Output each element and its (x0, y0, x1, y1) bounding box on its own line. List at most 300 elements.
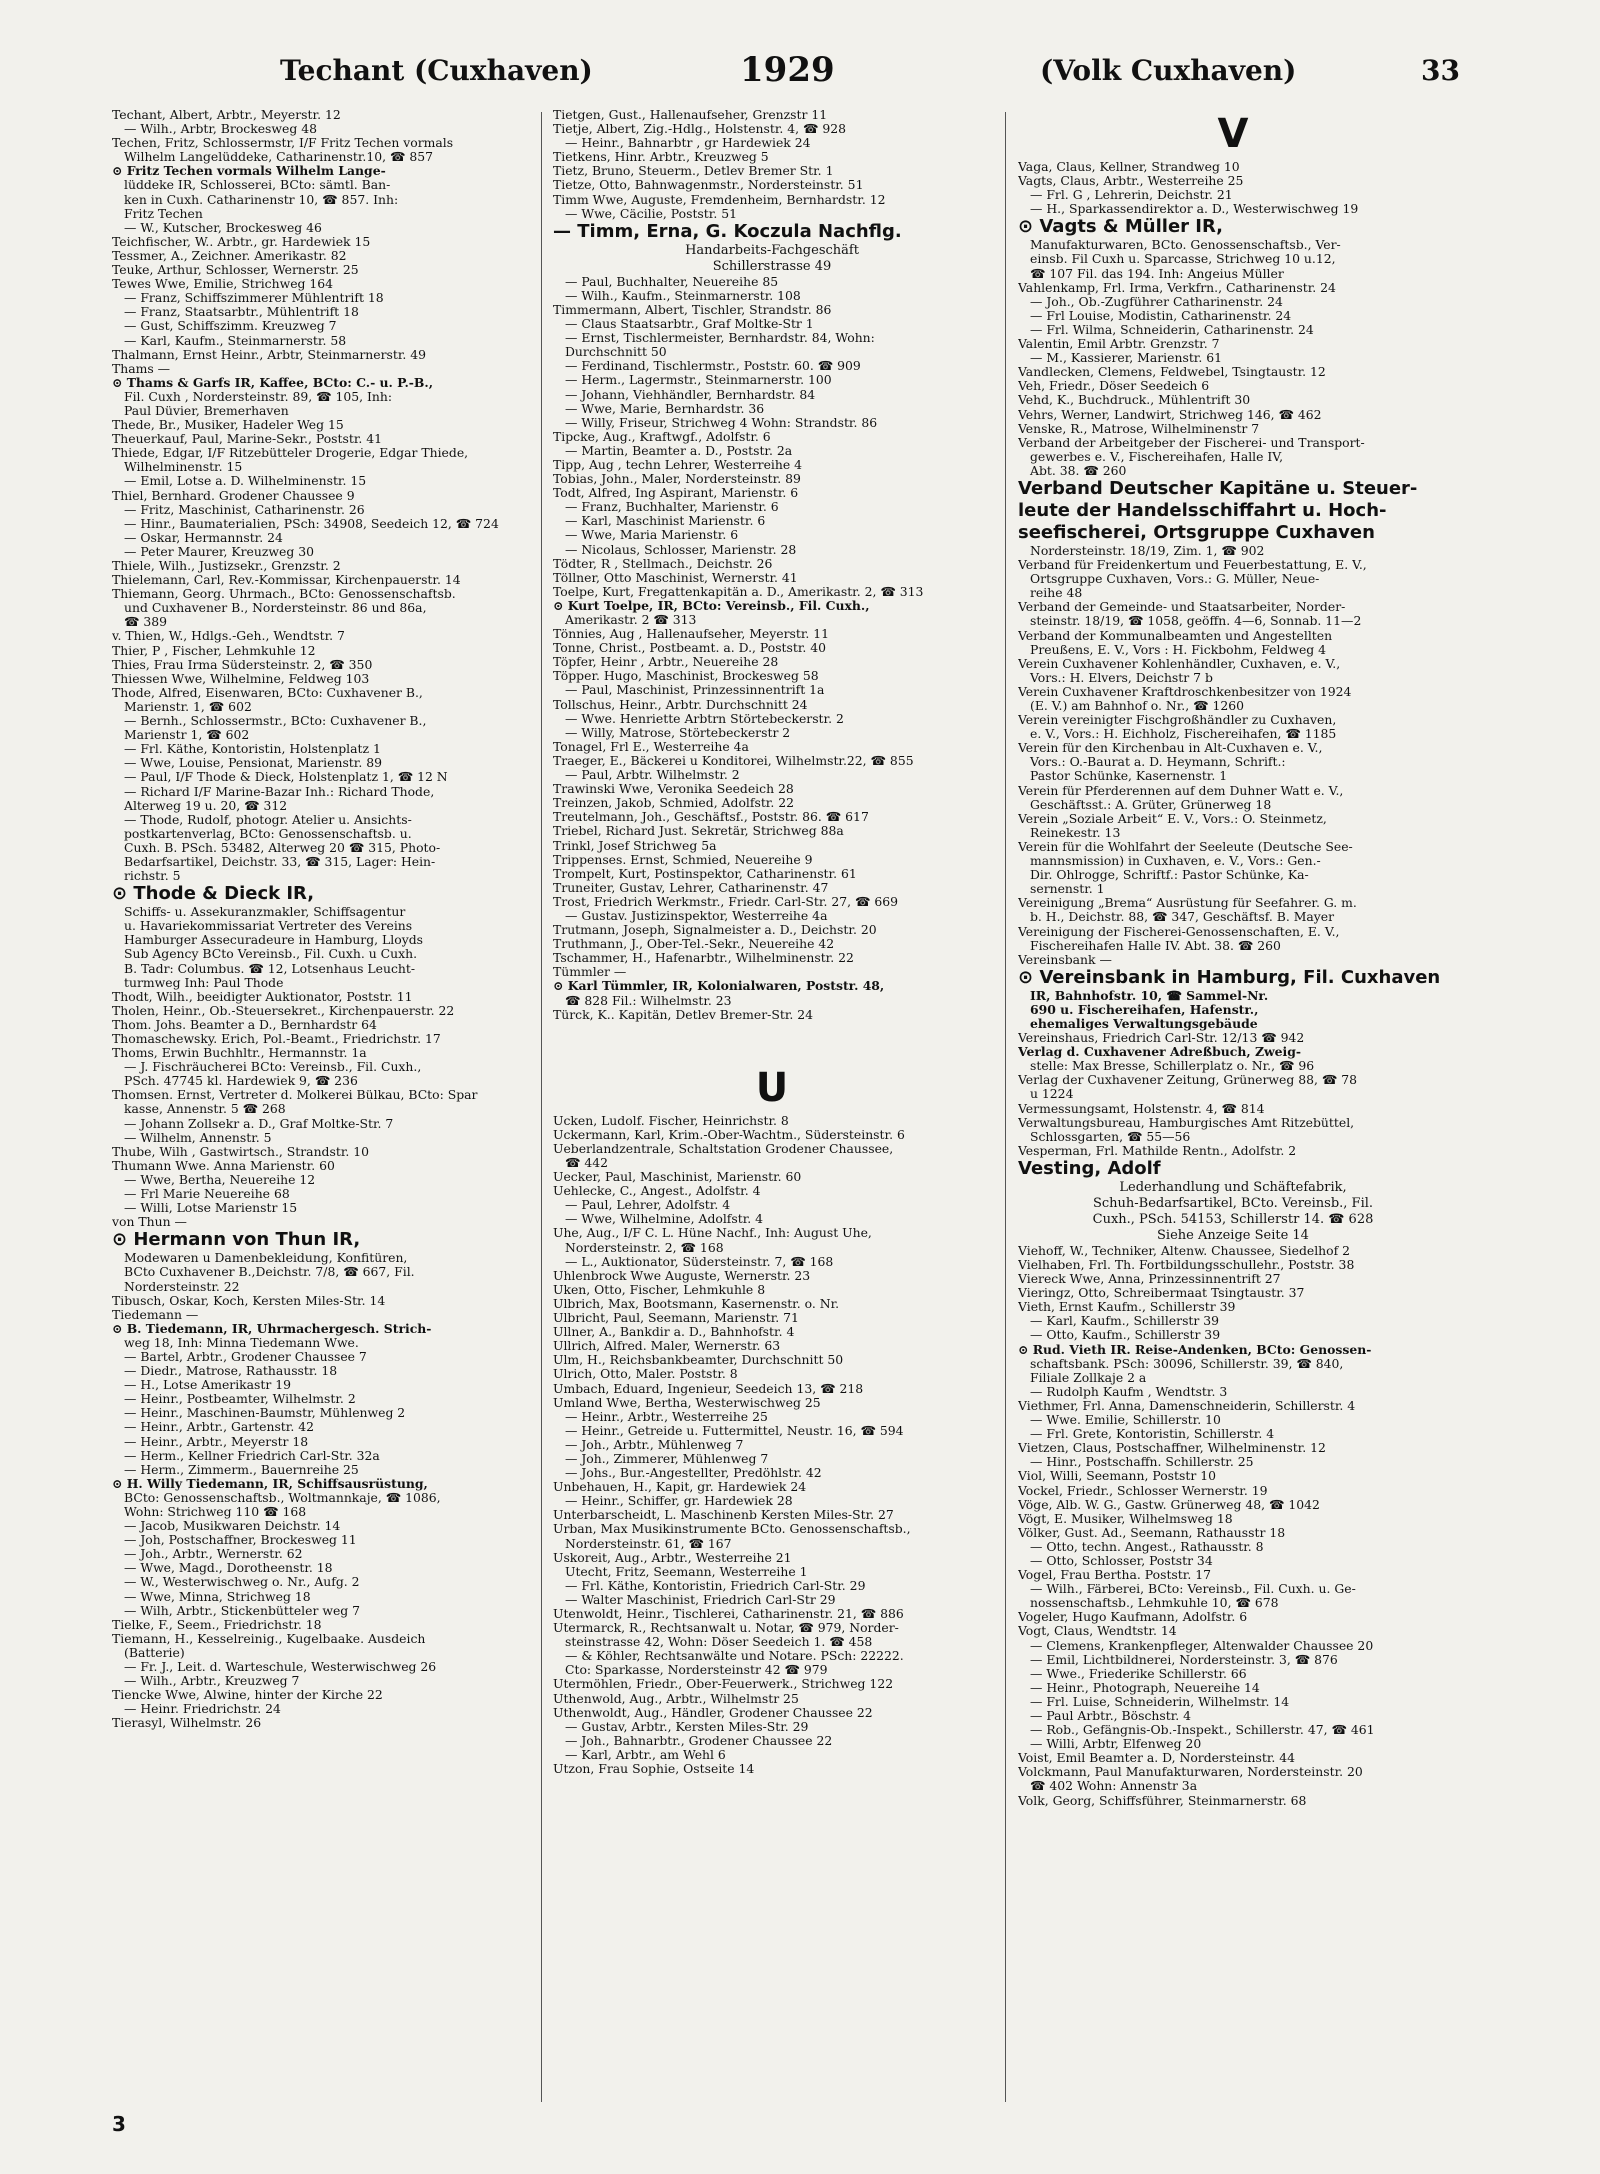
directory-entry: Tielke, F., Seem., Friedrichstr. 18 (112, 1617, 322, 1632)
directory-entry: einsb. Fil Cuxh u. Sparcasse, Strichweg 10 u.12, (1030, 252, 1336, 267)
directory-entry: Vesperman, Frl. Mathilde Rentn., Adolfstr. 2 (1018, 1143, 1297, 1158)
directory-entry: Utermöhlen, Friedr., Ober-Feuerwerk., Strichweg 122 (553, 1677, 894, 1692)
directory-entry: — Frl. G , Lehrerin, Deichstr. 21 (1030, 188, 1233, 203)
directory-entry: Verlag der Cuxhavener Zeitung, Grünerweg 88, ☎ 78 (1018, 1073, 1358, 1088)
directory-entry: Preußens, E. V., Vors : H. Fickbohm, Feldweg 4 (1030, 642, 1327, 657)
directory-entry: — Paul, Lehrer, Adolfstr. 4 (565, 1198, 731, 1213)
directory-entry: — Heinr., Schiffer, gr. Hardewiek 28 (565, 1494, 793, 1509)
directory-entry: Thiessen Wwe, Wilhelmine, Feldweg 103 (112, 671, 370, 686)
directory-entry: — Martin, Beamter a. D., Poststr. 2a (565, 443, 793, 458)
directory-entry: ⊙ Kurt Toelpe, IR, BCto: Vereinsb., Fil. Cuxh., (553, 598, 870, 613)
directory-entry: — Johs., Bur.-Angestellter, Predöhlstr. 42 (565, 1466, 822, 1481)
directory-entry: — Wilh., Färberei, BCto: Vereinsb., Fil. Cuxh. u. Ge- (1030, 1582, 1356, 1597)
directory-entry: Volk, Georg, Schiffsführer, Steinmarnerstr. 68 (1018, 1793, 1307, 1808)
directory-entry: Tiencke Wwe, Alwine, hinter der Kirche 22 (112, 1688, 383, 1703)
directory-entry: — Heinr., Photograph, Neuereihe 14 (1030, 1680, 1260, 1695)
directory-entry: IR, Bahnhofstr. 10, ☎ Sammel-Nr. (1030, 988, 1269, 1003)
directory-entry: — Heinr., Bahnarbtr , gr Hardewiek 24 (565, 136, 811, 151)
directory-entry: Verlag d. Cuxhavener Adreßbuch, Zweig- (1018, 1045, 1302, 1060)
directory-entry: ☎ 442 (565, 1156, 609, 1170)
directory-entry: Tietkens, Hinr. Arbtr., Kreuzweg 5 (553, 150, 769, 165)
directory-entry: — Ferdinand, Tischlermstr., Poststr. 60. ☎ 909 (565, 359, 861, 374)
directory-entry: Töpfer, Heinr , Arbtr., Neuereihe 28 (553, 655, 779, 670)
directory-entry: Cto: Sparkasse, Nordersteinstr 42 ☎ 979 (565, 1663, 828, 1678)
directory-entry: Verein für Pferderennen auf dem Duhner Watt e. V., (1018, 783, 1344, 798)
directory-entry: Vieringz, Otto, Schreibermaat Tsingtaustr. 37 (1018, 1286, 1305, 1301)
directory-entry: — W., Westerwischweg o. Nr., Aufg. 2 (124, 1575, 360, 1590)
directory-entry: Cuxh. B. PSch. 53482, Alterweg 20 ☎ 315, Photo- (124, 840, 441, 855)
directory-entry: — Franz, Buchhalter, Marienstr. 6 (565, 500, 779, 515)
directory-entry: Verein vereinigter Fischgroßhändler zu Cuxhaven, (1018, 713, 1337, 728)
directory-entry: mannsmission) in Cuxhaven, e. V., Vors.: Gen.- (1030, 854, 1321, 869)
directory-entry: — Herm., Kellner Friedrich Carl-Str. 32a (124, 1448, 380, 1463)
directory-entry: ☎ 402 Wohn: Annenstr 3a (1030, 1779, 1198, 1794)
directory-entry: — Wwe, Cäcilie, Poststr. 51 (565, 206, 737, 221)
directory-entry: Verein für den Kirchenbau in Alt-Cuxhaven e. V., (1018, 741, 1323, 756)
directory-entry: — Wwe. Henriette Arbtrn Störtebeckerstr. 2 (565, 711, 844, 726)
directory-entry: Thiede, Edgar, I/F Ritzebütteler Drogerie, Edgar Thiede, (112, 446, 469, 461)
directory-entry: Utecht, Fritz, Seemann, Westerreihe 1 (565, 1564, 808, 1579)
directory-entry: Triebel, Richard Just. Sekretär, Strichweg 88a (553, 824, 844, 839)
directory-entry: — Karl, Arbtr., am Wehl 6 (565, 1747, 726, 1762)
directory-entry: — Paul, I/F Thode & Dieck, Holstenplatz 1, ☎ 12 N (124, 770, 448, 785)
directory-entry: Vagts, Claus, Arbtr., Westerreihe 25 (1018, 174, 1244, 189)
directory-entry: — Heinr., Arbtr., Meyerstr 18 (124, 1434, 309, 1449)
directory-entry: Vors.: H. Elvers, Deichstr 7 b (1030, 670, 1213, 685)
directory-entry: ⊙ B. Tiedemann, IR, Uhrmachergesch. Strich- (112, 1321, 432, 1336)
directory-entry: Tönnies, Aug , Hallenaufseher, Meyerstr. 11 (553, 627, 830, 642)
directory-column-3 (1018, 108, 1448, 2118)
directory-entry: reihe 48 (1030, 586, 1083, 601)
directory-entry: — Paul Arbtr., Böschstr. 4 (1030, 1709, 1192, 1723)
directory-entry: Valentin, Emil Arbtr. Grenzstr. 7 (1018, 337, 1220, 352)
directory-entry: Fischereihafen Halle IV. Abt. 38. ☎ 260 (1030, 938, 1281, 953)
directory-entry: ⊙ Karl Tümmler, IR, Kolonialwaren, Poststr. 48, (553, 979, 885, 994)
directory-column-1 (112, 108, 530, 2118)
directory-entry: — Richard I/F Marine-Bazar Inh.: Richard Thode, (124, 784, 435, 799)
directory-entry: Utenwoldt, Heinr., Tischlerei, Catharinenstr. 21, ☎ 886 (553, 1607, 904, 1621)
directory-entry: — Joh, Postschaffner, Brockesweg 11 (124, 1533, 357, 1548)
directory-entry: — Frl. Grete, Kontoristin, Schillerstr. 4 (1030, 1427, 1275, 1442)
directory-entry: turmweg Inh: Paul Thode (124, 975, 284, 990)
directory-entry: Vöge, Alb. W. G., Gastw. Grünerweg 48, ☎ 1042 (1018, 1497, 1320, 1512)
directory-entry: Vogel, Frau Bertha. Poststr. 17 (1018, 1568, 1211, 1583)
directory-entry: — Wilh, Arbtr., Stickenbütteler weg 7 (124, 1603, 361, 1618)
directory-entry: — Herm., Lagermstr., Steinmarnerstr. 100 (565, 373, 832, 388)
directory-entry: Thielemann, Carl, Rev.-Kommissar, Kirchenpauerstr. 14 (112, 573, 461, 588)
directory-entry: Trost, Friedrich Werkmstr., Friedr. Carl-Str. 27, ☎ 669 (553, 894, 899, 909)
directory-entry: Wilhelminenstr. 15 (124, 460, 243, 475)
directory-entry: Treutelmann, Joh., Geschäftsf., Poststr. 86. ☎ 617 (553, 810, 869, 825)
directory-entry: Ueberlandzentrale, Schaltstation Grodener Chaussee, (553, 1141, 894, 1156)
directory-entry: Trippenses. Ernst, Schmied, Neuereihe 9 (553, 852, 813, 867)
directory-entry: Tödter, R , Stellmach., Deichstr. 26 (553, 556, 773, 571)
directory-entry: — Karl, Kaufm., Steinmarnerstr. 58 (124, 333, 347, 348)
directory-entry: v. Thien, W., Hdlgs.-Geh., Wendtstr. 7 (112, 629, 345, 644)
directory-entry: — Wilh., Arbtr., Kreuzweg 7 (124, 1674, 300, 1689)
directory-entry: ⊙ Thams & Garfs IR, Kaffee, BCto: C.- u. P.-B., (112, 375, 434, 390)
directory-entry: (Batterie) (124, 1645, 185, 1660)
directory-entry: Pastor Schünke, Kasernenstr. 1 (1030, 769, 1228, 784)
directory-entry: Tietje, Albert, Zig.-Hdlg., Holstenstr. 4, ☎ 928 (553, 122, 847, 137)
directory-entry: Vögt, E. Musiker, Wilhelmsweg 18 (1018, 1511, 1233, 1526)
directory-entry: Vieth, Ernst Kaufm., Schillerstr 39 (1018, 1300, 1236, 1315)
directory-entry: — Wwe., Friederike Schillerstr. 66 (1030, 1666, 1247, 1681)
directory-entry: Vietzen, Claus, Postschaffner, Wilhelminenstr. 12 (1018, 1441, 1326, 1456)
directory-entry: — Gust, Schiffszimm. Kreuzweg 7 (124, 319, 337, 334)
directory-entry: — Oskar, Hermannstr. 24 (124, 530, 283, 545)
footer-mark: 3 (112, 2112, 126, 2136)
directory-entry: ehemaliges Verwaltungsgebäude (1030, 1016, 1258, 1031)
directory-entry: Dir. Ohlrogge, Schriftf.: Pastor Schünke, Ka- (1030, 868, 1309, 883)
directory-entry: Schillerstrasse 49 (712, 258, 832, 274)
directory-entry: Viereck Wwe, Anna, Prinzessinnentrift 27 (1018, 1272, 1281, 1287)
directory-entry: Durchschnitt 50 (565, 345, 667, 360)
directory-entry: — Frl. Käthe, Kontoristin, Friedrich Carl-Str. 29 (565, 1578, 866, 1593)
directory-entry: Tiedemann — (112, 1307, 199, 1322)
directory-entry: Abt. 38. ☎ 260 (1030, 463, 1127, 478)
directory-entry: Ullner, A., Bankdir a. D., Bahnhofstr. 4 (553, 1325, 795, 1340)
directory-entry: sernenstr. 1 (1030, 882, 1105, 897)
directory-entry: — Fritz, Maschinist, Catharinenstr. 26 (124, 502, 365, 517)
directory-entry: Thode, Alfred, Eisenwaren, BCto: Cuxhavener B., (112, 685, 423, 700)
directory-entry: — Ernst, Tischlermeister, Bernhardstr. 84, Wohn: (565, 331, 875, 346)
directory-entry: Viol, Willi, Seemann, Poststr 10 (1018, 1469, 1216, 1484)
column-divider (1005, 112, 1006, 2102)
directory-entry: Wilhelm Langelüddeke, Catharinenstr.10, ☎ 857 (124, 150, 434, 165)
directory-entry: Ulm, H., Reichsbankbeamter, Durchschnitt 50 (553, 1353, 844, 1368)
directory-entry: Ulbrich, Max, Bootsmann, Kasernenstr. o. Nr. (553, 1296, 840, 1311)
directory-entry: — Wwe, Maria Marienstr. 6 (565, 528, 739, 543)
directory-entry: Uthenwoldt, Aug., Händler, Grodener Chaussee 22 (553, 1705, 873, 1720)
directory-entry: — Karl, Maschinist Marienstr. 6 (565, 514, 766, 529)
directory-entry: Sub Agency BCto Vereinsb., Fil. Cuxh. u Cuxh. (124, 947, 418, 962)
directory-entry: Tipp, Aug , techn Lehrer, Westerreihe 4 (553, 457, 803, 472)
directory-entry: — Frl. Wilma, Schneiderin, Catharinenstr. 24 (1030, 322, 1314, 337)
directory-entry: Uhlenbrock Wwe Auguste, Wernerstr. 23 (553, 1268, 811, 1283)
directory-entry: Thiele, Wilh., Justizsekr., Grenzstr. 2 (112, 559, 341, 573)
directory-entry: (E. V.) am Bahnhof o. Nr., ☎ 1260 (1030, 699, 1244, 713)
directory-entry: Thalmann, Ernst Heinr., Arbtr, Steinmarnerstr. 49 (112, 347, 427, 362)
directory-entry: — Wwe, Bertha, Neuereihe 12 (124, 1172, 316, 1187)
directory-entry: u. Havariekommissariat Vertreter des Vereins (124, 919, 413, 934)
directory-entry: Handarbeits-Fachgeschäft (685, 242, 859, 258)
directory-entry: Vereinigung der Fischerei-Genossenschaften, E. V., (1018, 924, 1340, 939)
section-letter: V (1217, 111, 1249, 157)
directory-entry: kasse, Annenstr. 5 ☎ 268 (124, 1102, 286, 1117)
directory-entry: Fritz Techen (124, 206, 203, 221)
directory-entry: Toelpe, Kurt, Fregattenkapitän a. D., Amerikastr. 2, ☎ 313 (553, 584, 924, 599)
directory-entry: Wohn: Strichweg 110 ☎ 168 (124, 1505, 307, 1519)
directory-entry: — Frl. Luise, Schneiderin, Wilhelmstr. 14 (1030, 1694, 1290, 1709)
directory-entry: Nordersteinstr. 22 (124, 1279, 240, 1294)
directory-entry: Marienstr. 1, ☎ 602 (124, 699, 252, 714)
directory-entry: — Fr. J., Leit. d. Warteschule, Westerwischweg 26 (124, 1660, 437, 1675)
directory-entry: Töpper. Hugo, Maschinist, Brockesweg 58 (553, 669, 819, 684)
directory-entry: — & Köhler, Rechtsanwälte und Notare. PSch: 22222. (565, 1649, 904, 1664)
directory-entry: Umland Wwe, Bertha, Westerwischweg 25 (553, 1395, 821, 1410)
directory-entry: — Hinr., Baumaterialien, PSch: 34908, Seedeich 12, ☎ 724 (124, 516, 499, 531)
directory-entry: Tollschus, Heinr., Arbtr. Durchschnitt 24 (553, 697, 808, 712)
directory-entry: Unbehauen, H., Kapit, gr. Hardewiek 24 (553, 1480, 807, 1495)
directory-entry: — Rob., Gefängnis-Ob.-Inspekt., Schillerstr. 47, ☎ 461 (1030, 1723, 1375, 1738)
directory-entry: — Wilhelm, Annenstr. 5 (124, 1130, 272, 1145)
directory-entry: Verein „Soziale Arbeit“ E. V., Vors.: O. Steinmetz, (1018, 811, 1327, 826)
directory-entry: — Paul, Arbtr. Wilhelmstr. 2 (565, 768, 740, 783)
directory-entry: — H., Sparkassendirektor a. D., Westerwischweg 19 (1030, 202, 1359, 217)
directory-entry: — L., Auktionator, Südersteinstr. 7, ☎ 168 (565, 1254, 834, 1269)
directory-entry: — Joh., Ob.-Zugführer Catharinenstr. 24 (1030, 294, 1283, 309)
directory-entry: Verband für Freidenkertum und Feuerbestattung, E. V., (1018, 558, 1367, 573)
directory-advert-heading: ⊙ Vagts & Müller IR, (1018, 216, 1224, 238)
directory-entry: — Frl Marie Neuereihe 68 (124, 1187, 290, 1202)
directory-entry: Tietz, Bruno, Steuerm., Detlev Bremer Str. 1 (553, 164, 834, 179)
directory-entry: — Wwe, Magd., Dorotheenstr. 18 (124, 1561, 333, 1576)
directory-entry: — H., Lotse Amerikastr 19 (124, 1378, 292, 1393)
header-year: 1929 (740, 50, 835, 90)
directory-entry: Reinekestr. 13 (1030, 825, 1121, 840)
directory-entry: Alterweg 19 u. 20, ☎ 312 (124, 798, 288, 813)
directory-entry: — Willi, Lotse Marienstr 15 (124, 1201, 298, 1216)
directory-entry: — Clemens, Krankenpfleger, Altenwalder Chaussee 20 (1030, 1638, 1374, 1653)
directory-entry: Uhe, Aug., I/F C. L. Hüne Nachf., Inh: August Uhe, (553, 1226, 872, 1241)
directory-entry: Vereinsbank — (1018, 952, 1112, 967)
directory-entry: ⊙ Rud. Vieth IR. Reise-Andenken, BCto: Genossen- (1018, 1342, 1372, 1357)
directory-entry: — Willy, Matrose, Störtebeckerstr 2 (565, 725, 791, 740)
directory-entry: Ucken, Ludolf. Fischer, Heinrichstr. 8 (553, 1113, 789, 1128)
directory-entry: — Nicolaus, Schlosser, Marienstr. 28 (565, 542, 797, 557)
directory-entry: — W., Kutscher, Brockesweg 46 (124, 220, 322, 235)
directory-entry: PSch. 47745 kl. Hardewiek 9, ☎ 236 (124, 1074, 358, 1089)
directory-entry: Verband der Gemeinde- und Staatsarbeiter, Norder- (1018, 600, 1346, 615)
directory-entry: Amerikastr. 2 ☎ 313 (565, 613, 697, 627)
directory-entry: nossenschaftsb., Lehmkuhle 10, ☎ 678 (1030, 1596, 1279, 1611)
directory-entry: Thede, Br., Musiker, Hadeler Weg 15 (112, 418, 344, 433)
directory-entry: Thiel, Bernhard. Grodener Chaussee 9 (112, 488, 355, 503)
directory-entry: Vehd, K., Buchdruck., Mühlentrift 30 (1018, 393, 1251, 408)
directory-entry: — J. Fischräucherei BCto: Vereinsb., Fil. Cuxh., (124, 1060, 422, 1075)
directory-entry: Thier, P , Fischer, Lehmkuhle 12 (112, 643, 316, 658)
directory-entry: Trawinski Wwe, Veronika Seedeich 28 (553, 782, 794, 797)
directory-entry: Siehe Anzeige Seite 14 (1157, 1227, 1309, 1243)
directory-entry: Nordersteinstr. 2, ☎ 168 (565, 1240, 724, 1255)
directory-entry: — Wwe, Minna, Strichweg 18 (124, 1589, 311, 1604)
directory-entry: von Thun — (112, 1215, 187, 1230)
directory-entry: postkartenverlag, BCto: Genossenschaftsb. u. (124, 826, 412, 841)
directory-entry: ken in Cuxh. Catharinenstr 10, ☎ 857. Inh: (124, 192, 399, 207)
directory-entry: Tümmler — (553, 965, 627, 980)
directory-entry: Trompelt, Kurt, Postinspektor, Catharinenstr. 61 (553, 866, 857, 881)
directory-entry: Viethmer, Frl. Anna, Damenschneiderin, Schillerstr. 4 (1018, 1398, 1356, 1413)
directory-entry: Thube, Wilh , Gastwirtsch., Strandstr. 10 (112, 1144, 370, 1159)
directory-advert-heading: — Timm, Erna, G. Koczula Nachflg. (553, 220, 902, 242)
directory-entry: Tschammer, H., Hafenarbtr., Wilhelminenstr. 22 (553, 951, 854, 966)
directory-entry: — Wilh., Kaufm., Steinmarnerstr. 108 (565, 288, 801, 303)
directory-entry: Modewaren u Damenbekleidung, Konfitüren, (124, 1251, 408, 1266)
directory-entry: Veh, Friedr., Döser Seedeich 6 (1018, 379, 1210, 394)
directory-entry: Uskoreit, Aug., Arbtr., Westerreihe 21 (553, 1550, 792, 1565)
directory-entry: — Joh., Zimmerer, Mühlenweg 7 (565, 1451, 769, 1466)
directory-entry: Verein Cuxhavener Kraftdroschkenbesitzer von 1924 (1018, 684, 1352, 699)
directory-entry: Verband der Arbeitgeber der Fischerei- und Transport- (1018, 435, 1365, 450)
directory-entry: e. V., Vors.: H. Eichholz, Fischereihafen, ☎ 1185 (1030, 727, 1337, 742)
directory-entry: Hamburger Assecuradeure in Hamburg, Lloyds (124, 933, 423, 948)
directory-entry: Thies, Frau Irma Südersteinstr. 2, ☎ 350 (112, 657, 373, 672)
directory-entry: — Paul, Maschinist, Prinzessinnentrift 1a (565, 683, 825, 698)
directory-entry: — Heinr., Arbtr., Westerreihe 25 (565, 1409, 768, 1424)
directory-advert-heading: ⊙ Hermann von Thun IR, (112, 1229, 361, 1251)
directory-entry: — Franz, Schiffszimmerer Mühlentrift 18 (124, 291, 384, 306)
directory-entry: — Heinr., Getreide u. Futtermittel, Neustr. 16, ☎ 594 (565, 1423, 904, 1438)
directory-entry: — Peter Maurer, Kreuzweg 30 (124, 544, 314, 559)
directory-entry: — Johann Zollsekr a. D., Graf Moltke-Str. 7 (124, 1116, 394, 1131)
directory-entry: Timmermann, Albert, Tischler, Strandstr. 86 (553, 302, 832, 317)
directory-entry: Tietze, Otto, Bahnwagenmstr., Nordersteinstr. 51 (553, 178, 864, 193)
directory-entry: Uecker, Paul, Maschinist, Marienstr. 60 (553, 1170, 802, 1185)
directory-entry: — Heinr., Maschinen-Baumstr, Mühlenweg 2 (124, 1406, 406, 1421)
directory-entry: — Herm., Zimmerm., Bauernreihe 25 (124, 1462, 359, 1477)
directory-entry: Tonne, Christ., Postbeamt. a. D., Poststr. 40 (553, 641, 827, 656)
directory-entry: Todt, Alfred, Ing Aspirant, Marienstr. 6 (553, 486, 799, 501)
directory-entry: Töllner, Otto Maschinist, Wernerstr. 41 (553, 570, 798, 585)
directory-entry: Nordersteinstr. 61, ☎ 167 (565, 1536, 732, 1551)
directory-entry: BCto: Genossenschaftsb., Woltmannkaje, ☎ 1086, (124, 1490, 441, 1505)
directory-entry: Vielhaben, Frl. Th. Fortbildungsschullehr., Poststr. 38 (1018, 1258, 1355, 1272)
directory-entry: Uckermann, Karl, Krim.-Ober-Wachtm., Südersteinstr. 6 (553, 1127, 905, 1142)
directory-entry: Vermessungsamt, Holstenstr. 4, ☎ 814 (1018, 1101, 1265, 1116)
directory-entry: — Frl Louise, Modistin, Catharinenstr. 24 (1030, 308, 1292, 323)
directory-entry: Schuh-Bedarfsartikel, BCto. Vereinsb., Fil. (1092, 1195, 1374, 1211)
directory-entry: — Bartel, Arbtr., Grodener Chaussee 7 (124, 1349, 367, 1364)
directory-entry: — Joh., Arbtr., Mühlenweg 7 (565, 1437, 744, 1452)
directory-entry: — Wwe. Emilie, Schillerstr. 10 (1030, 1413, 1221, 1428)
directory-entry: Theuerkauf, Paul, Marine-Sekr., Poststr. 41 (112, 432, 383, 447)
directory-entry: Techen, Fritz, Schlossermstr, I/F Fritz Techen vormals (112, 136, 454, 151)
directory-entry: Thoms, Erwin Buchhltr., Hermannstr. 1a (112, 1046, 367, 1061)
directory-entry: lüddeke IR, Schlosserei, BCto: sämtl. Ban- (124, 178, 391, 193)
directory-entry: — Otto, Schlosser, Poststr 34 (1030, 1553, 1213, 1568)
directory-entry: — Paul, Buchhalter, Neuereihe 85 (565, 274, 779, 289)
directory-entry: — Heinr. Friedrichstr. 24 (124, 1702, 281, 1717)
directory-entry: u 1224 (1030, 1087, 1074, 1102)
directory-entry: b. H., Deichstr. 88, ☎ 347, Geschäftsf. B. Mayer (1030, 910, 1335, 925)
directory-entry: ⊙ Fritz Techen vormals Wilhelm Lange- (112, 164, 386, 179)
directory-entry: Teichfischer, W.. Arbtr., gr. Hardewiek 15 (112, 234, 371, 249)
directory-entry: — Gustav. Justizinspektor, Westerreihe 4a (565, 908, 828, 923)
directory-entry: Türck, K.. Kapitän, Detlev Bremer-Str. 24 (553, 1007, 814, 1022)
section-letter: U (755, 1064, 789, 1111)
directory-entry: steinstrasse 42, Wohn: Döser Seedeich 1. ☎ 458 (565, 1635, 873, 1650)
directory-entry: — Gustav, Arbtr., Kersten Miles-Str. 29 (565, 1719, 809, 1734)
directory-entry: Verein Cuxhavener Kohlenhändler, Cuxhaven, e. V., (1018, 656, 1341, 671)
directory-entry: Vereinigung „Brema“ Ausrüstung für Seefahrer. G. m. (1018, 896, 1357, 911)
directory-entry: Vaga, Claus, Kellner, Strandweg 10 (1018, 160, 1240, 174)
directory-entry: Tewes Wwe, Emilie, Strichweg 164 (112, 277, 334, 292)
directory-entry: — Franz, Staatsarbtr., Mühlentrift 18 (124, 305, 359, 320)
directory-entry: Tiemann, H., Kesselreinig., Kugelbaake. Ausdeich (112, 1631, 426, 1646)
directory-entry: Truneiter, Gustav, Lehrer, Catharinenstr. 47 (553, 880, 829, 895)
directory-entry: Uehlecke, C., Angest., Adolfstr. 4 (553, 1184, 761, 1199)
directory-entry: Thomsen. Ernst, Vertreter d. Molkerei Bülkau, BCto: Spar (112, 1088, 478, 1103)
directory-entry: BCto Cuxhavener B.,Deichstr. 7/8, ☎ 667, Fil. (124, 1265, 415, 1280)
directory-entry: Thom. Johs. Beamter a D., Bernhardstr 64 (112, 1017, 377, 1032)
directory-entry: Thiemann, Georg. Uhrmach., BCto: Genossenschaftsb. (112, 587, 456, 602)
directory-entry: Vandlecken, Clemens, Feldwebel, Tsingtaustr. 12 (1018, 365, 1326, 380)
directory-entry: — Thode, Rudolf, photogr. Atelier u. Ansichts- (124, 812, 412, 827)
directory-entry: Tietgen, Gust., Hallenaufseher, Grenzstr 11 (553, 108, 828, 122)
directory-entry: Volckmann, Paul Manufakturwaren, Nordersteinstr. 20 (1018, 1765, 1363, 1780)
directory-entry: Vogt, Claus, Wendtstr. 14 (1018, 1624, 1177, 1639)
directory-entry: Lederhandlung und Schäftefabrik, (1119, 1179, 1347, 1195)
directory-entry: Voist, Emil Beamter a. D, Nordersteinstr. 44 (1018, 1751, 1296, 1766)
directory-entry: — Bernh., Schlossermstr., BCto: Cuxhavener B., (124, 714, 427, 729)
directory-entry: — M., Kassierer, Marienstr. 61 (1030, 351, 1222, 366)
directory-advert-heading: Verband Deutscher Kapitäne u. Steuer- (1018, 477, 1418, 499)
directory-entry: ☎ 389 (124, 615, 168, 630)
directory-entry: Vahlenkamp, Frl. Irma, Verkfrn., Catharinenstr. 24 (1018, 280, 1336, 295)
directory-advert-heading: Vesting, Adolf (1018, 1157, 1161, 1179)
directory-entry: Geschäftsst.: A. Grüter, Grünerweg 18 (1030, 797, 1272, 812)
directory-entry: Thodt, Wilh., beeidigter Auktionator, Poststr. 11 (112, 989, 413, 1004)
directory-entry: Nordersteinstr. 18/19, Zim. 1, ☎ 902 (1030, 543, 1265, 558)
directory-entry: Fil. Cuxh , Nordersteinstr. 89, ☎ 105, Inh: (124, 389, 393, 404)
directory-entry: — Jacob, Musikwaren Deichstr. 14 (124, 1519, 341, 1534)
directory-entry: Tonagel, Frl E., Westerreihe 4a (553, 739, 749, 754)
directory-entry: ⊙ H. Willy Tiedemann, IR, Schiffsausrüstung, (112, 1476, 428, 1491)
directory-entry: Viehoff, W., Techniker, Altenw. Chaussee, Siedelhof 2 (1018, 1243, 1351, 1258)
directory-entry: Thomaschewsky. Erich, Pol.-Beamt., Friedrichstr. 17 (112, 1032, 441, 1046)
directory-entry: ☎ 828 Fil.: Wilhelmstr. 23 (565, 993, 732, 1008)
directory-entry: — Wilh., Arbtr, Brockesweg 48 (124, 122, 317, 137)
directory-entry: Umbach, Eduard, Ingenieur, Seedeich 13, ☎ 218 (553, 1381, 864, 1396)
directory-entry: Vogeler, Hugo Kaufmann, Adolfstr. 6 (1018, 1610, 1248, 1625)
directory-entry: steinstr. 18/19, ☎ 1058, geöffn. 4—6, Sonnab. 11—2 (1030, 614, 1362, 629)
directory-entry: Tibusch, Oskar, Koch, Kersten Miles-Str. 14 (112, 1293, 386, 1308)
directory-advert-heading: leute der Handelsschiffahrt u. Hoch- (1018, 499, 1387, 521)
directory-entry: Techant, Albert, Arbtr., Meyerstr. 12 (112, 108, 341, 122)
directory-entry: Tholen, Heinr., Ob.-Steuersekret., Kirchenpauerstr. 22 (112, 1003, 455, 1018)
directory-entry (553, 1022, 991, 1062)
directory-entry: stelle: Max Bresse, Schillerplatz o. Nr., ☎ 96 (1030, 1059, 1315, 1074)
directory-entry: weg 18, Inh: Minna Tiedemann Wwe. (124, 1335, 359, 1350)
directory-entry: Verband der Kommunalbeamten und Angestellten (1018, 628, 1333, 643)
directory-entry: — Joh., Bahnarbtr., Grodener Chaussee 22 (565, 1733, 833, 1748)
directory-entry: — Karl, Kaufm., Schillerstr 39 (1030, 1314, 1220, 1329)
page-number: 33 (1421, 54, 1460, 87)
directory-entry: Traeger, E., Bäckerei u Konditorei, Wilhelmstr.22, ☎ 855 (553, 753, 914, 768)
directory-entry: — Heinr., Arbtr., Gartenstr. 42 (124, 1420, 314, 1435)
directory-entry: schaftsbank. PSch: 30096, Schillerstr. 39, ☎ 840, (1030, 1356, 1344, 1371)
directory-entry: — Walter Maschinist, Friedrich Carl-Str 29 (565, 1592, 836, 1607)
directory-entry: — Willi, Arbtr, Elfenweg 20 (1030, 1737, 1202, 1752)
directory-entry: Vockel, Friedr., Schlosser Wernerstr. 19 (1018, 1483, 1268, 1498)
directory-entry: Unterbarscheidt, L. Maschinenb Kersten Miles-Str. 27 (553, 1508, 894, 1523)
directory-entry: Tierasyl, Wilhelmstr. 26 (112, 1716, 262, 1731)
header-left-term: Techant (Cuxhaven) (280, 54, 593, 87)
directory-entry: Paul Düvier, Bremerhaven (124, 403, 289, 418)
directory-advert-heading: seefischerei, Ortsgruppe Cuxhaven (1018, 521, 1375, 543)
directory-advert-heading: ⊙ Thode & Dieck IR, (112, 883, 315, 905)
directory-entry: Manufakturwaren, BCto. Genossenschaftsb., Ver- (1030, 238, 1341, 253)
directory-entry: Ullrich, Alfred. Maler, Wernerstr. 63 (553, 1339, 781, 1354)
directory-entry: — Wwe, Wilhelmine, Adolfstr. 4 (565, 1212, 764, 1227)
directory-entry: Cuxh., PSch. 54153, Schillerstr 14. ☎ 628 (1092, 1211, 1374, 1227)
directory-entry: — Diedr., Matrose, Rathausstr. 18 (124, 1364, 338, 1379)
directory-entry: Filiale Zollkaje 2 a (1030, 1370, 1147, 1385)
directory-entry: Utermarck, R., Rechtsanwalt u. Notar, ☎ 979, Norder- (553, 1621, 899, 1636)
header-right-term: (Volk Cuxhaven) (1040, 54, 1297, 87)
directory-entry: — Johann, Viehhändler, Bernhardstr. 84 (565, 387, 816, 402)
